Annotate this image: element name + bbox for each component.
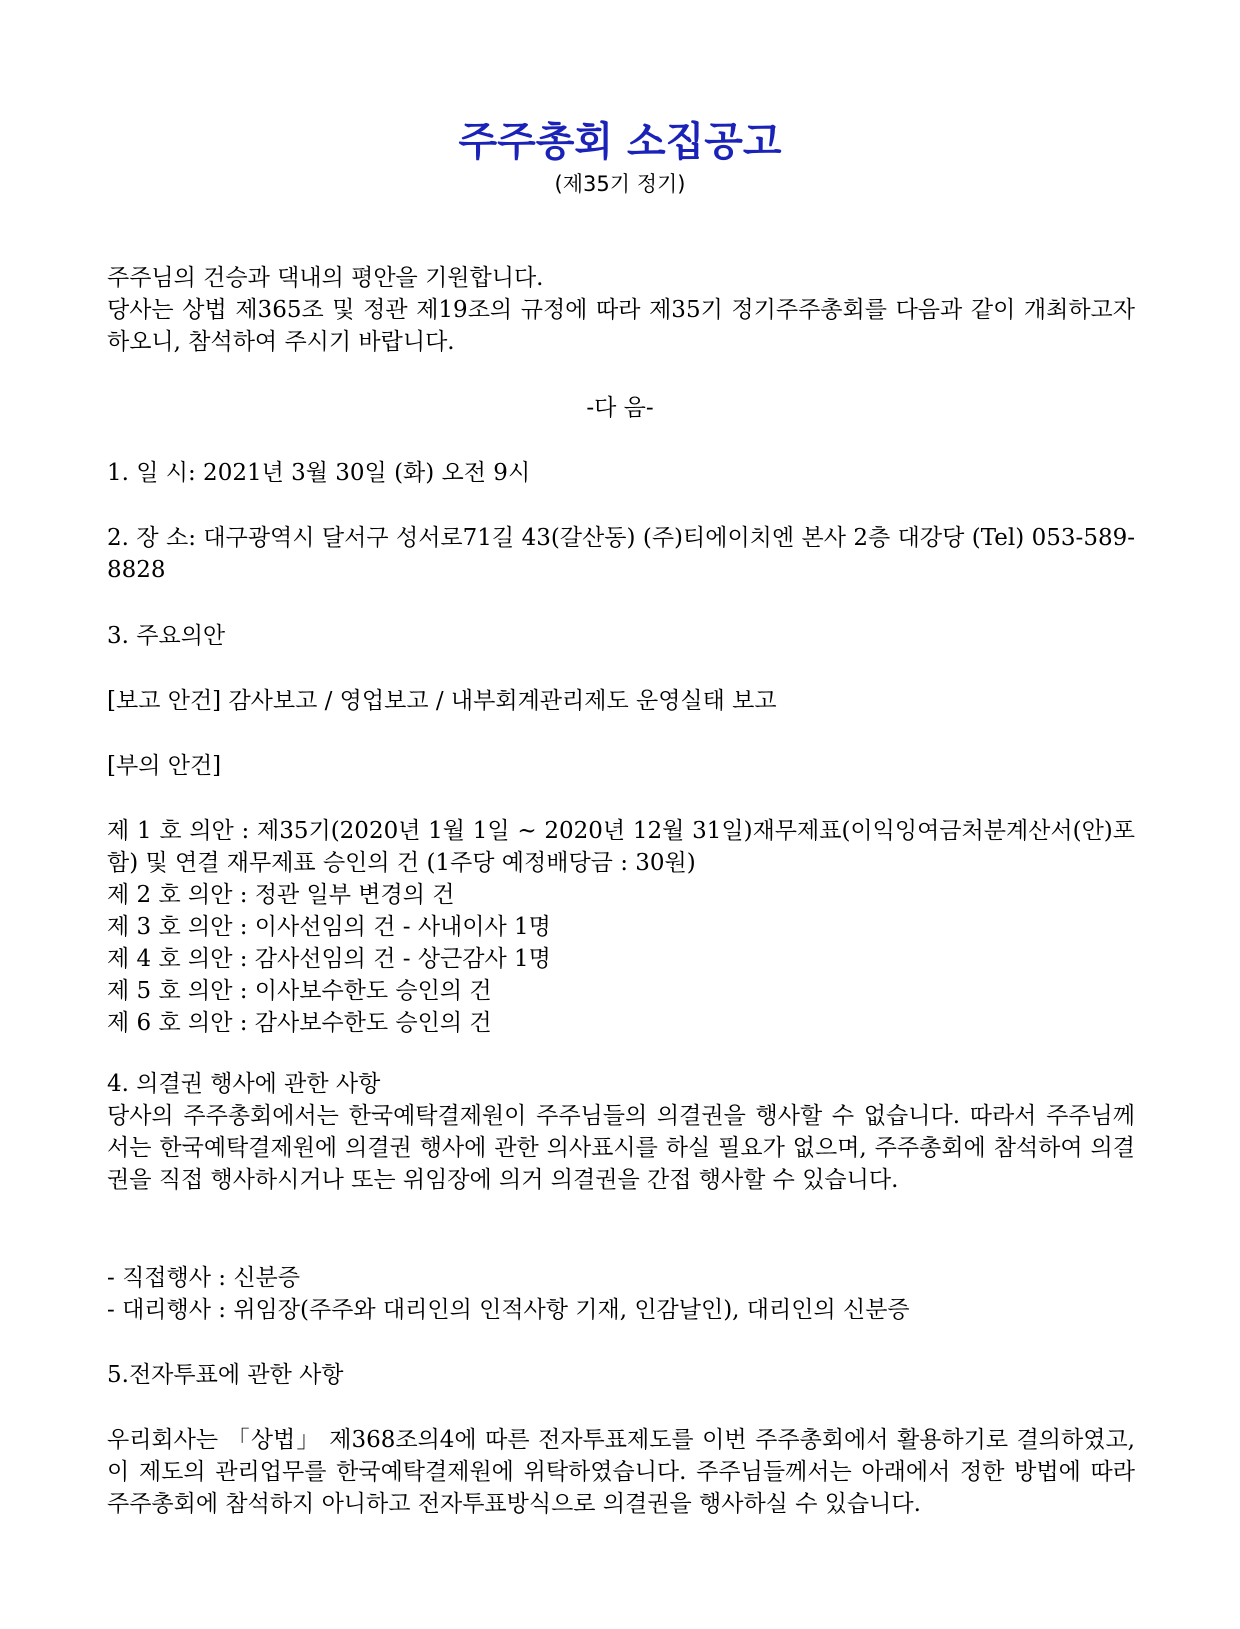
meeting-datetime: 1. 일 시: 2021년 3월 30일 (화) 오전 9시 [107,460,531,486]
greeting: 주주님의 건승과 댁내의 평안을 기원합니다. [107,265,544,291]
evote-heading: 5.전자투표에 관한 사항 [107,1362,344,1388]
divider-label: -다 음- [586,395,654,421]
resolution-item: 제 6 호 의안 : 감사보수한도 승인의 건 [107,1010,492,1036]
page-title: 주주총회 소집공고 [458,119,782,165]
resolution-item: 제 2 호 의안 : 정관 일부 변경의 건 [107,882,455,908]
page-subtitle: (제35기 정기) [554,172,686,196]
resolution-list [107,815,1135,1039]
resolution-heading: [부의 안건] [107,753,222,779]
intro-paragraph: 당사는 상법 제365조 및 정관 제19조의 규정에 따라 제35기 정기주주총회를 다음과 같이 개최하고자 하오니, 참석하여 주시기 바랍니다. [107,297,1135,355]
voting-proxy: - 대리행사 : 위임장(주주와 대리인의 인적사항 기재, 인감날인), 대리인의 신분증 [107,1297,910,1323]
resolution-item: 제 1 호 의안 : 제35기(2020년 1월 1일 ~ 2020년 12월 31일)재무제표(이익잉여금처분계산서(안)포함) 및 연결 재무제표 승인의 건 (1주당 예정배당금 : 30원) [107,818,1135,876]
agenda-heading: 3. 주요의안 [107,623,226,649]
voting-paragraph: 당사의 주주총회에서는 한국예탁결제원이 주주님들의 의결권을 행사할 수 없습니다. 따라서 주주님께서는 한국예탁결제원에 의결권 행사에 관한 의사표시를 하실 필요가 없으며, 주주총회에 참석하여 의결권을 직접 행사하시거나 또는 위임장에 의거 의결권을 간접 행사할 수 있습니다. [107,1103,1135,1193]
voting-heading: 4. 의결권 행사에 관한 사항 [107,1071,381,1097]
resolution-item: 제 3 호 의안 : 이사선임의 건 - 사내이사 1명 [107,914,551,940]
resolution-item: 제 5 호 의안 : 이사보수한도 승인의 건 [107,978,492,1004]
meeting-place: 2. 장 소: 대구광역시 달서구 성서로71길 43(갈산동) (주)티에이치엔 본사 2층 대강당 (Tel) 053-589-8828 [107,525,1135,583]
report-items: [보고 안건] 감사보고 / 영업보고 / 내부회계관리제도 운영실태 보고 [107,688,777,714]
evote-paragraph: 우리회사는 「상법」 제368조의4에 따른 전자투표제도를 이번 주주총회에서 활용하기로 결의하였고, 이 제도의 관리업무를 한국예탁결제원에 위탁하였습니다. 주주님들께서는 아래에서 정한 방법에 따라 주주총회에 참석하지 아니하고 전자투표방식으로 의결권을 행사하실 수 있습니다. [107,1427,1135,1517]
voting-direct: - 직접행사 : 신분증 [107,1265,300,1291]
resolution-item: 제 4 호 의안 : 감사선임의 건 - 상근감사 1명 [107,946,551,972]
